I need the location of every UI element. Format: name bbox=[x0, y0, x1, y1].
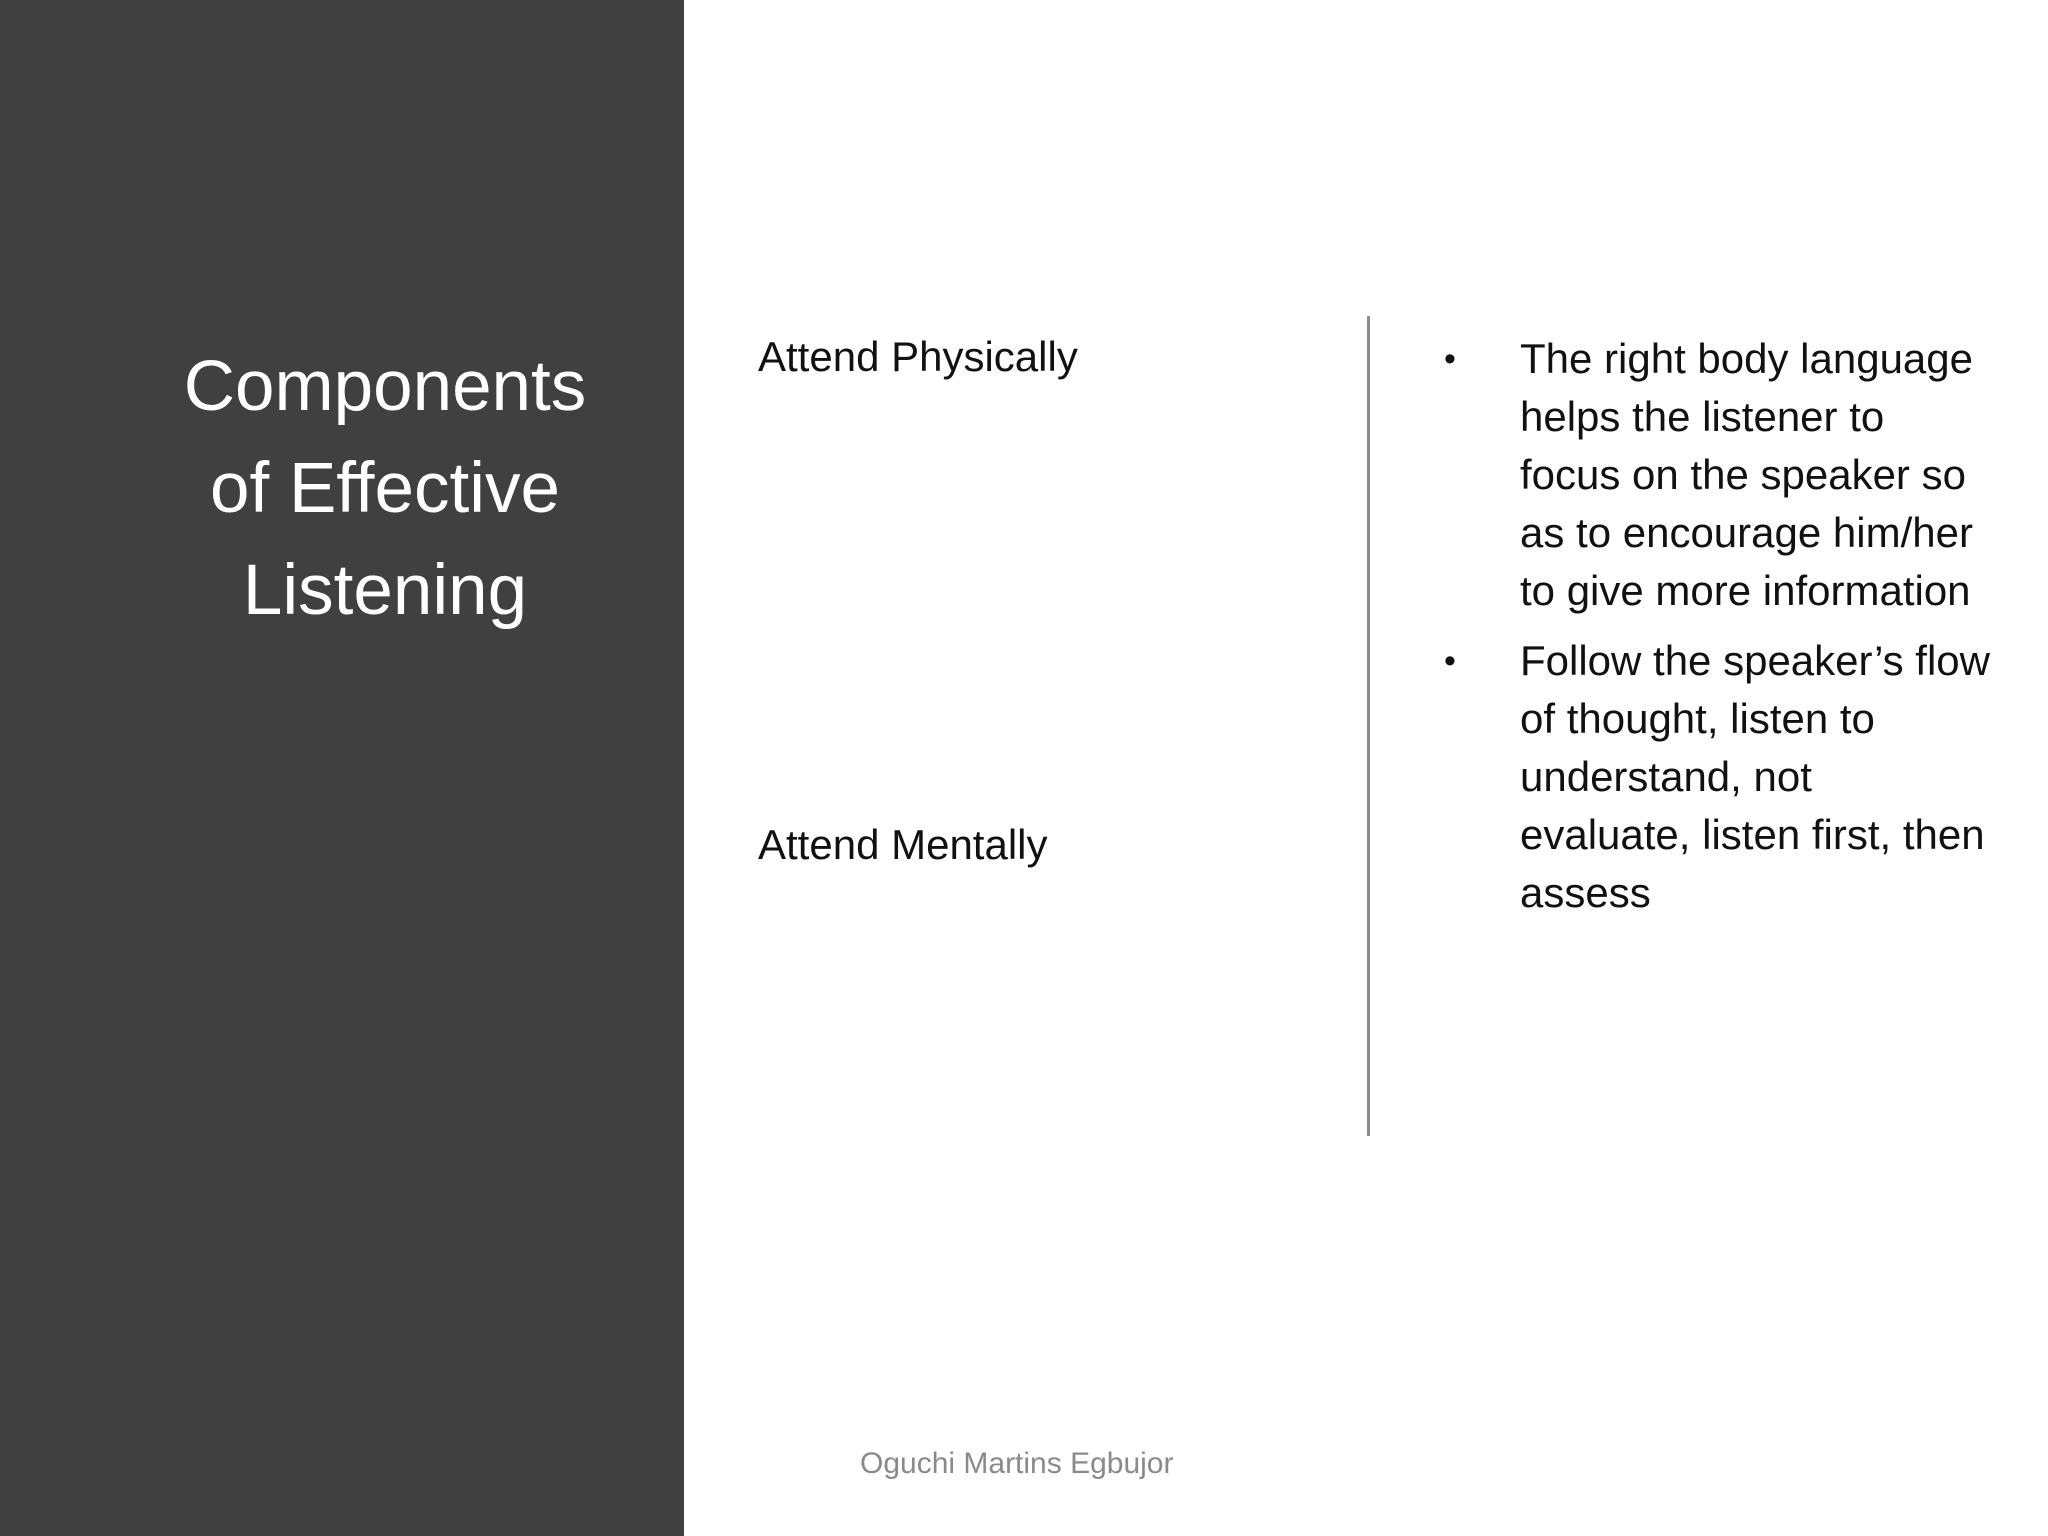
slide-title: Components of Effective Listening bbox=[183, 347, 587, 630]
footer-author: Oguchi Martins Egbujor bbox=[860, 1447, 1174, 1480]
bullet-icon: • bbox=[1444, 642, 1456, 680]
bullet-list bbox=[1430, 330, 1990, 934]
label-attend-physically: Attend Physically bbox=[758, 333, 1078, 380]
column-divider bbox=[1367, 316, 1370, 1136]
bullet-item-mental bbox=[1430, 632, 1990, 922]
title-panel bbox=[0, 0, 684, 1536]
bullet-item-physical bbox=[1430, 330, 1990, 620]
bullet-icon: • bbox=[1444, 340, 1456, 378]
bullet-text-mental: Follow the speaker’s flow of thought, listen to understand, not evaluate, listen first, then assess bbox=[1520, 637, 1990, 916]
bullet-text-physical: The right body language helps the listener to focus on the speaker so as to encourage him/her to give more information bbox=[1520, 335, 1973, 614]
label-attend-mentally: Attend Mentally bbox=[758, 821, 1048, 868]
